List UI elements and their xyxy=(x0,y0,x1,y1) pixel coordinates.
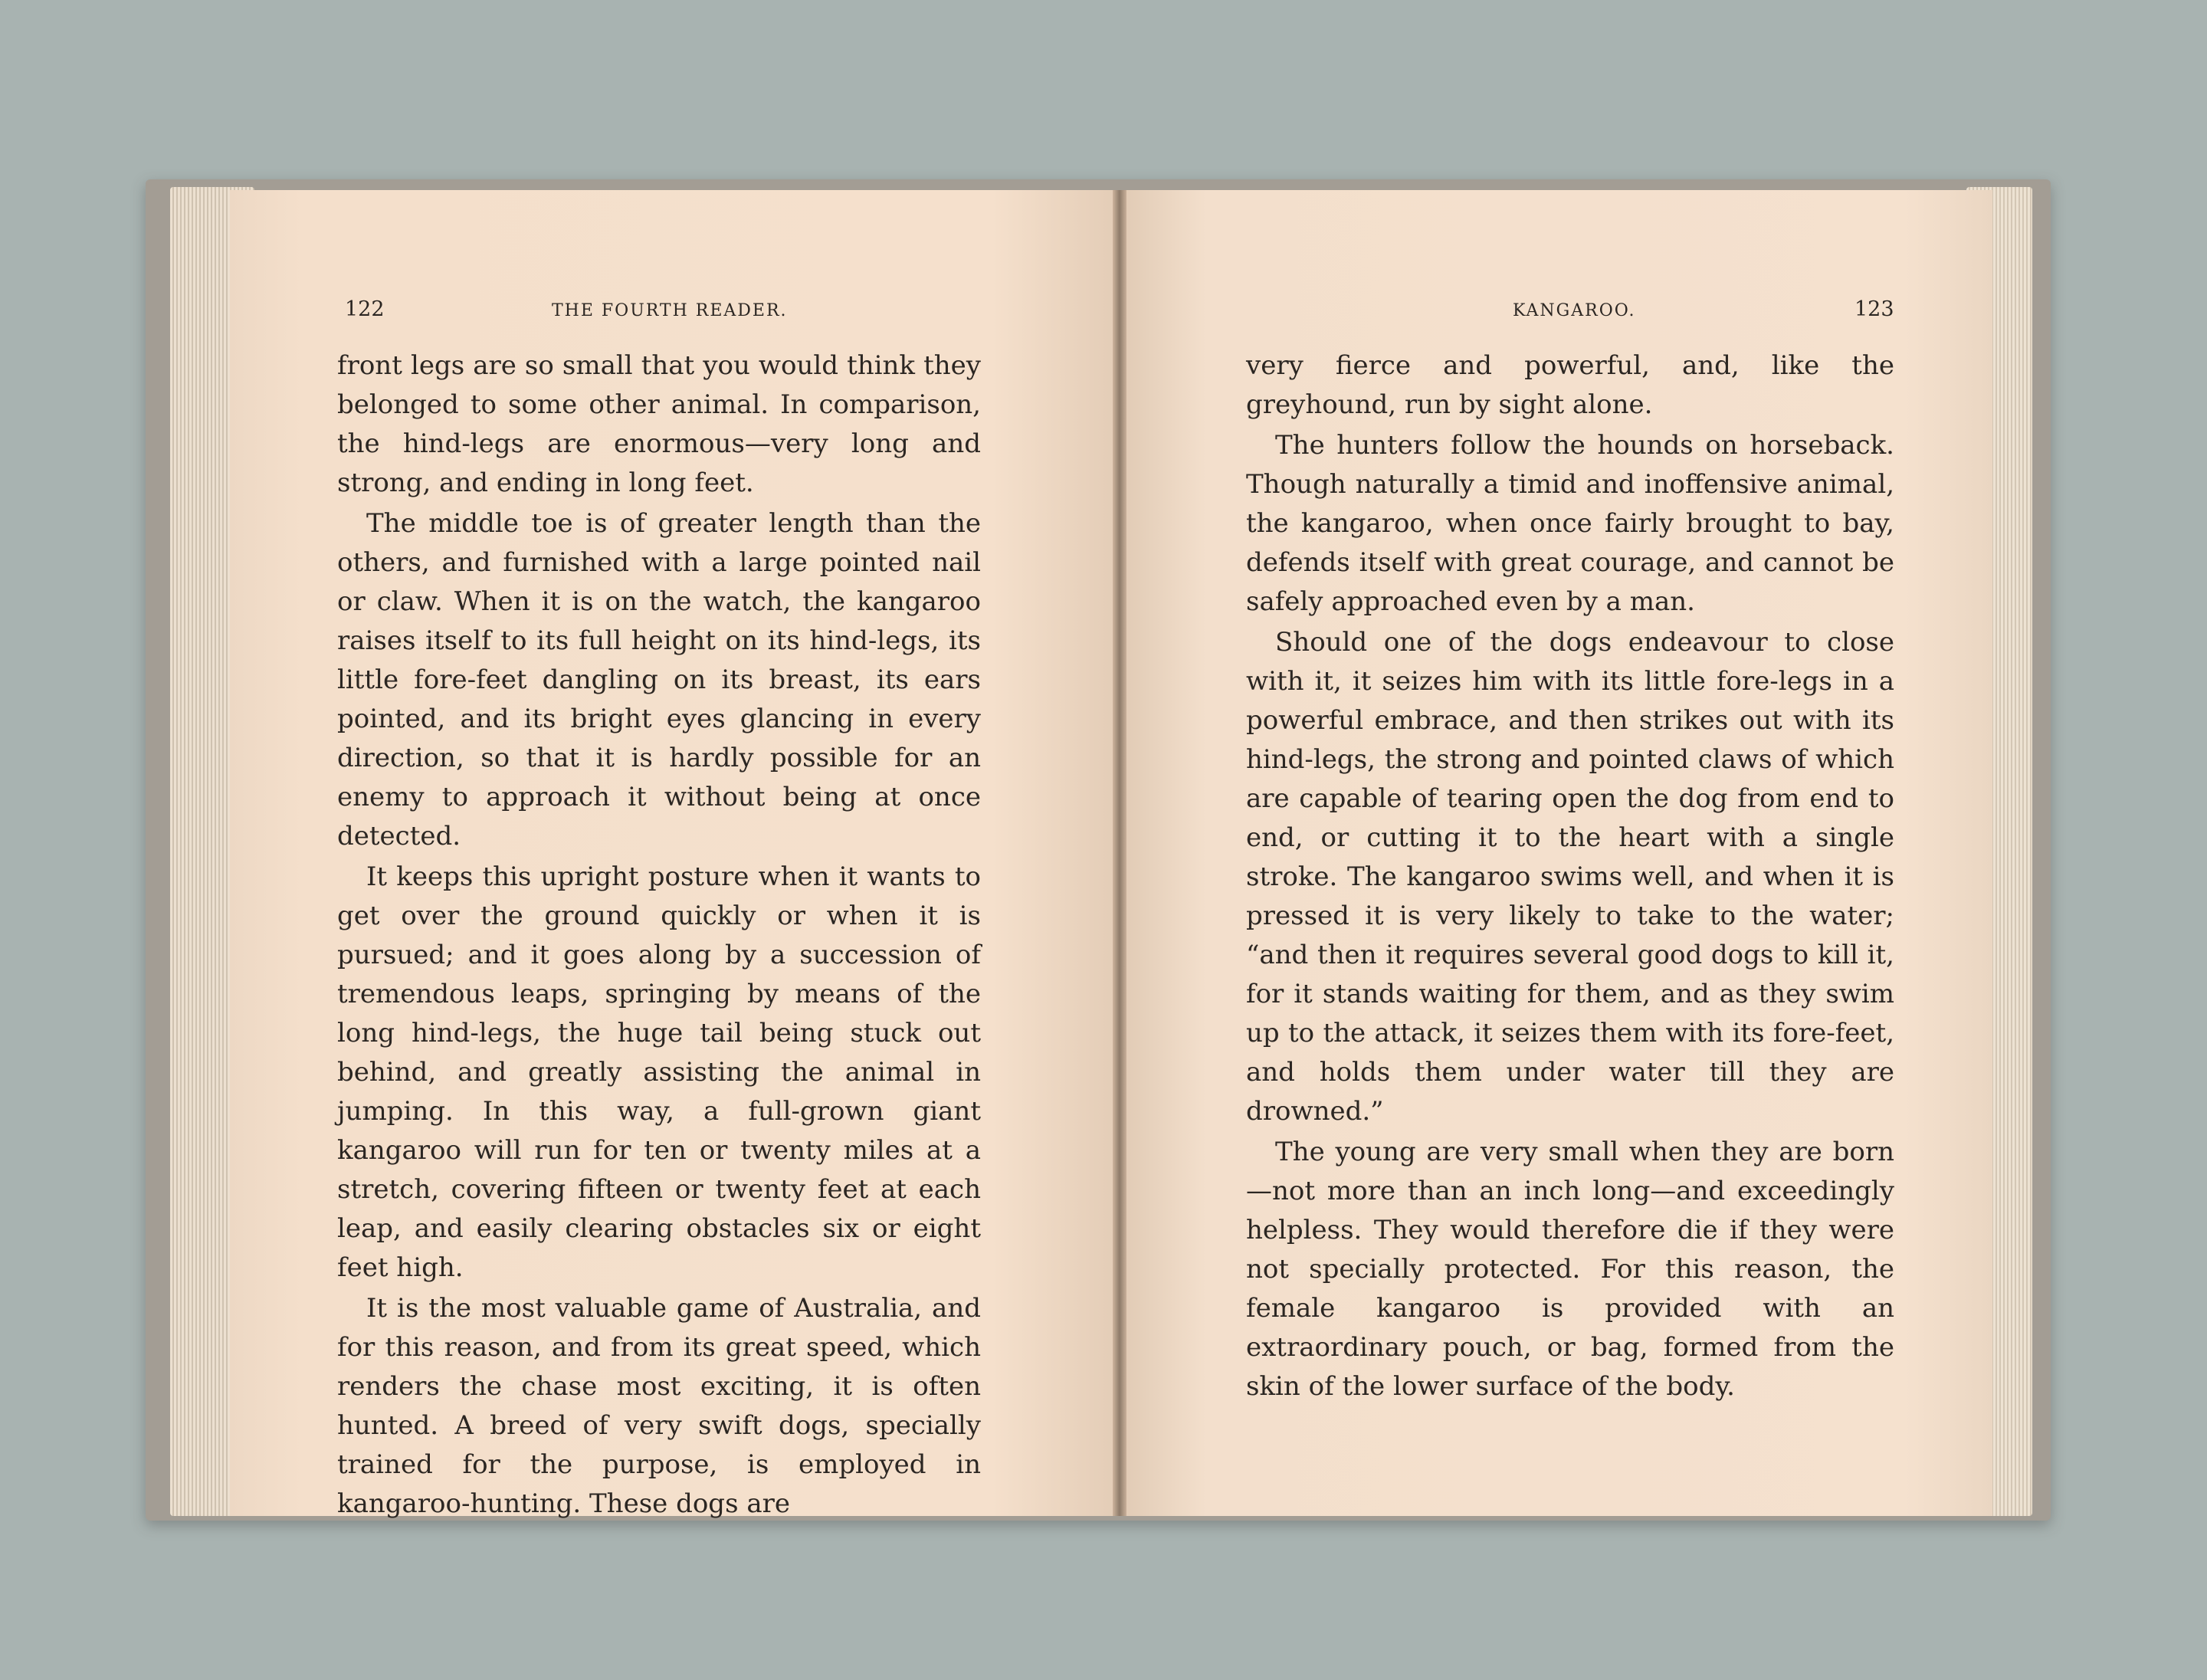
paragraph: The hunters follow the hounds on horseback. Though naturally a timid and inoffensive animal, the kangaroo, when once fairly brought to bay, defends itself with great courage, and cannot be safely approached even by a man. xyxy=(1246,430,1894,617)
left-page-text xyxy=(337,346,981,1525)
paragraph: The middle toe is of greater length than the others, and furnished with a large pointed nail or claw. When it is on the watch, the kangaroo raises itself to its full height on its hind-legs, its little fore-feet dangling on its breast, its ears pointed, and its bright eyes glancing in every direction, so that it is hardly possible for an enemy to approach it without being at once detected. xyxy=(337,508,981,851)
page-number-right: 123 xyxy=(1854,297,1894,321)
right-page xyxy=(1119,190,1992,1516)
running-head-right: KANGAROO. xyxy=(1513,301,1636,320)
running-head-left: THE FOURTH READER. xyxy=(552,301,788,320)
left-page xyxy=(230,190,1126,1519)
book-gutter xyxy=(1113,190,1126,1516)
paragraph: The young are very small when they are born—not more than an inch long—and exceedingly helpless. They would therefore die if they were not specially protected. For this reason, the female kangaroo is provided with an extraordinary pouch, or bag, formed from the skin of the lower surface of the body. xyxy=(1246,1137,1894,1402)
paragraph: front legs are so small that you would think they belonged to some other animal. In comparison, the hind-legs are enormous—very long and strong, and ending in long feet. xyxy=(337,350,981,498)
paragraph: Should one of the dogs endeavour to close with it, it seizes him with its little fore-legs in a powerful embrace, and then strikes out with its hind-legs, the strong and pointed claws of which are capable of tearing open the dog from end to end, or cutting it to the heart with a single stroke. The kangaroo swims well, and when it is pressed it is very likely to take to the water; “and then it requires several good dogs to kill it, for it stands waiting for them, and as they swim up to the attack, it seizes them with its fore-feet, and holds them under water till they are drowned.” xyxy=(1246,627,1894,1127)
paragraph: very fierce and powerful, and, like the greyhound, run by sight alone. xyxy=(1246,350,1894,420)
right-page-text xyxy=(1246,346,1894,1408)
paragraph: It is the most valuable game of Australia, and for this reason, and from its great speed, which renders the chase most exciting, it is often hunted. A breed of very swift dogs, specially trained for the purpose, is employed in kangaroo-hunting. These dogs are xyxy=(337,1293,981,1519)
page-number-left: 122 xyxy=(345,297,385,321)
paragraph: It keeps this upright posture when it wants to get over the ground quickly or when it is pursued; and it goes along by a succession of tremendous leaps, springing by means of the long hind-legs, the huge tail being stuck out behind, and greatly assisting the animal in jumping. In this way, a full-grown giant kangaroo will run for ten or twenty miles at a stretch, covering fifteen or twenty feet at each leap, and easily clearing obstacles six or eight feet high. xyxy=(337,861,981,1283)
